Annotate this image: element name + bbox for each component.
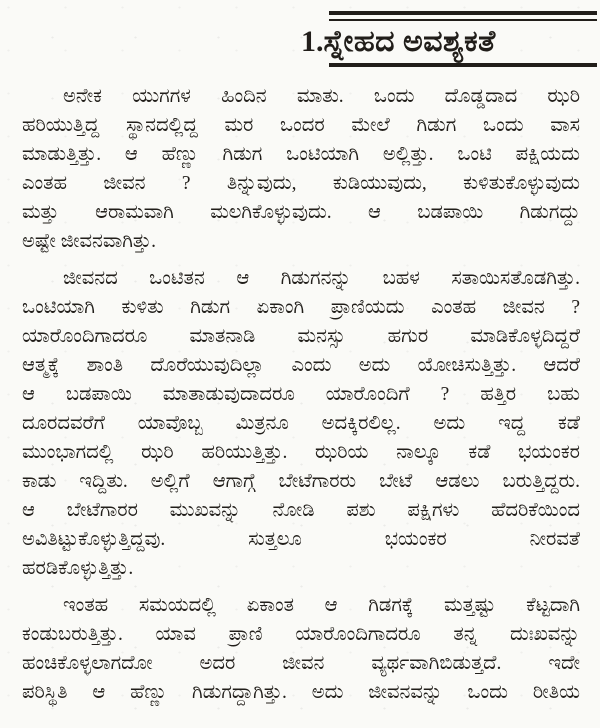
chapter-number: 1. bbox=[301, 25, 324, 58]
text-line: ಯಾರೊಂದಿಗಾದರೂ ಮಾತನಾಡಿ ಮನಸ್ಸು ಹಗುರ ಮಾಡಿಕೊಳ್ಳದಿದ್ದರೆ bbox=[22, 326, 580, 347]
text-line: ಪರಿಸ್ಥಿತಿ ಆ ಹೆಣ್ಣು ಗಿಡುಗದ್ದಾಗಿತ್ತು. ಅದು ಜೀವನವನ್ನು ಒಂದು ರೀತಿಯ bbox=[22, 682, 580, 703]
text-line: ಅಷ್ಟೇ ಜೀವನವಾಗಿತ್ತು. bbox=[22, 231, 157, 252]
paragraph bbox=[22, 591, 580, 707]
text-line: ಒಂಟಿಯಾಗಿ ಕುಳಿತು ಗಿಡುಗ ಏಕಾಂಗಿ ಪ್ರಾಣಿಯದು ಎಂತಹ ಜೀವನ ? bbox=[22, 297, 580, 318]
text-line: ಅನೇಕ ಯುಗಗಳ ಹಿಂದಿನ ಮಾತು. ಒಂದು ದೊಡ್ಡದಾದ ಝರಿ bbox=[63, 86, 580, 107]
text-line: ಆ ಬಡಪಾಯಿ ಮಾತಾಡುವುದಾದರೂ ಯಾರೊಂದಿಗೆ ? ಹತ್ತಿರ ಬಹು bbox=[22, 384, 580, 405]
text-line: ಕಾಡು ಇದ್ದಿತು. ಅಲ್ಲಿಗೆ ಆಗಾಗ್ಗೆ ಬೇಟೆಗಾರರು ಬೇಟೆ ಆಡಲು ಬರುತ್ತಿದ್ದರು. bbox=[22, 471, 580, 492]
chapter-title-text: ಸ್ನೇಹದ ಅವಶ್ಯಕತೆ bbox=[323, 25, 496, 58]
text-line: ಮುಂಭಾಗದಲ್ಲಿ ಝರಿ ಹರಿಯುತ್ತಿತ್ತು. ಝರಿಯ ನಾಲ್ಕೂ ಕಡೆ ಭಯಂಕರ bbox=[22, 442, 580, 463]
text-line: ಜೀವನದ ಒಂಟಿತನ ಆ ಗಿಡುಗನನ್ನು ಬಹಳ ಸತಾಯಿಸತೊಡಗಿತ್ತು. bbox=[63, 268, 580, 289]
text-line: ಆತ್ಮಕ್ಕೆ ಶಾಂತಿ ದೊರೆಯುವುದಿಲ್ಲಾ ಎಂದು ಅದು ಯೋಚಿಸುತ್ತಿತ್ತು. ಆದರೆ bbox=[22, 355, 580, 376]
text-line: ಹಂಚಿಕೊಳ್ಳಲಾಗದೋ ಅದರ ಜೀವನ ವ್ಯರ್ಥವಾಗಿಬಿಡುತ್ತದೆ. ಇದೇ bbox=[22, 653, 580, 674]
body-text bbox=[22, 82, 580, 715]
title-rule-bottom bbox=[329, 63, 597, 67]
text-line: ಹರಿಯುತ್ತಿದ್ದ ಸ್ಥಾನದಲ್ಲಿದ್ದ ಮರ ಒಂದರ ಮೇಲೆ ಗಿಡುಗ ಒಂದು ವಾಸ bbox=[22, 115, 580, 136]
paragraph bbox=[22, 264, 580, 583]
text-line: ಹರಡಿಕೊಳ್ಳುತ್ತಿತ್ತು. bbox=[22, 558, 134, 579]
text-line: ಕಂಡುಬರುತ್ತಿತ್ತು. ಯಾವ ಪ್ರಾಣಿ ಯಾರೊಂದಿಗಾದರೂ ತನ್ನ ದುಃಖವನ್ನು bbox=[22, 624, 580, 645]
text-line: ಎಂತಹ ಜೀವನ ? ತಿನ್ನುವುದು, ಕುಡಿಯುವುದು, ಕುಳಿತುಕೊಳ್ಳುವುದು bbox=[22, 173, 580, 194]
text-line: ದೂರದವರೆಗೆ ಯಾವೊಬ್ಬ ಮಿತ್ರನೂ ಅದಕ್ಕಿರಲಿಲ್ಲ. ಅದು ಇದ್ದ ಕಡೆ bbox=[22, 413, 580, 434]
text-line: ಅವಿತಿಟ್ಟುಕೊಳ್ಳುತ್ತಿದ್ದವು. ಸುತ್ತಲೂ ಭಯಂಕರ ನೀರವತೆ bbox=[22, 529, 580, 550]
text-line: ಆ ಬೇಟೆಗಾರರ ಮುಖವನ್ನು ನೋಡಿ ಪಶು ಪಕ್ಷಿಗಳು ಹೆದರಿಕೆಯಿಂದ bbox=[22, 500, 580, 521]
chapter-title bbox=[301, 21, 597, 61]
text-line: ಇಂತಹ ಸಮಯದಲ್ಲಿ ಏಕಾಂತ ಆ ಗಿಡಗಕ್ಕೆ ಮತ್ತಷ್ಟು ಕೆಟ್ಟದಾಗಿ bbox=[63, 595, 580, 616]
text-line: ಮಾಡುತ್ತಿತ್ತು. ಆ ಹೆಣ್ಣು ಗಿಡುಗ ಒಂಟಿಯಾಗಿ ಅಲ್ಲಿತ್ತು. ಒಂಟಿ ಪಕ್ಷಿಯದು bbox=[22, 144, 580, 165]
title-rule-top bbox=[329, 11, 597, 15]
paragraph bbox=[22, 82, 580, 256]
text-line: ಮತ್ತು ಆರಾಮವಾಗಿ ಮಲಗಿಕೊಳ್ಳುವುದು. ಆ ಬಡಪಾಯಿ ಗಿಡುಗದ್ದು bbox=[22, 202, 580, 223]
chapter-title-box bbox=[301, 11, 597, 67]
